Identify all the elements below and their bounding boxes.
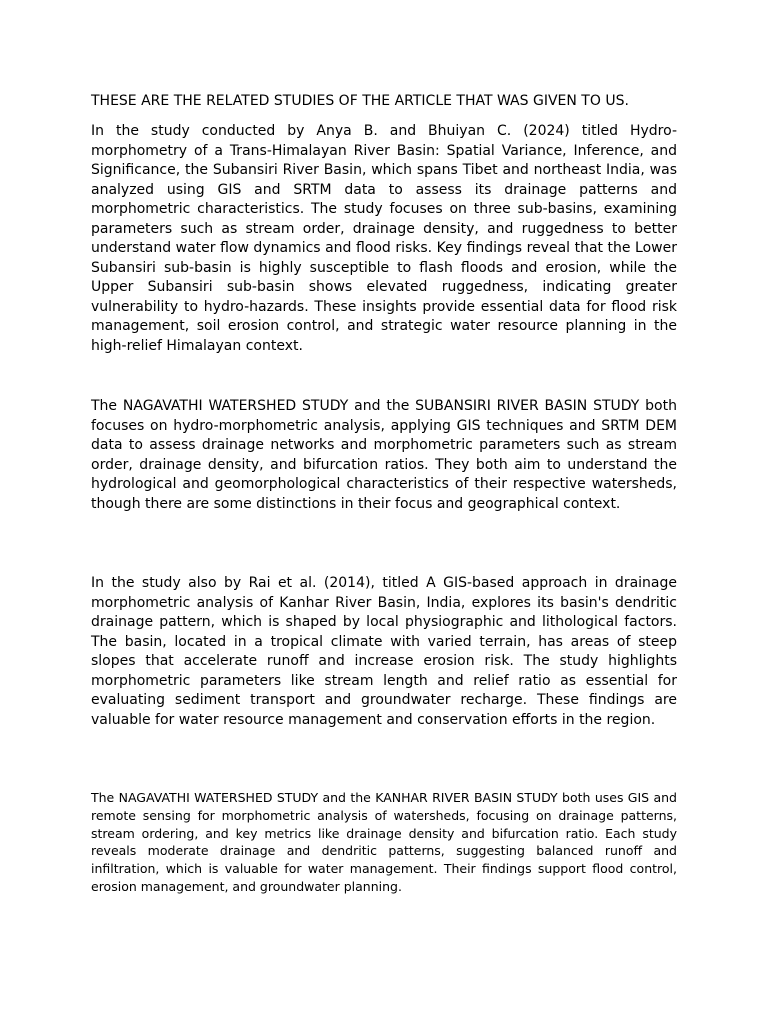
paragraph-subansiri-study: In the study conducted by Anya B. and Bhuiyan C. (2024) titled Hydro-morphometry of a Trans-Himalayan River Basin: Spatial Variance, Inference, and Significance, the Subansiri River Basin, which spans Tibet and northeast India, was analyzed using GIS and SRTM data to assess its drainage patterns and morphometric characteristics. The study focuses on three sub-basins, examining parameters such as stream order, drainage density, and ruggedness to better understand water flow dynamics and flood risks. Key findings reveal that the Lower Subansiri sub-basin is highly susceptible to flash floods and erosion, while the Upper Subansiri sub-basin shows elevated ruggedness, indicating greater vulnerability to hydro-hazards. These insights provide essential data for flood risk management, soil erosion control, and strategic water resource planning in the high-relief Himalayan context. xyxy=(91,123,677,354)
paragraph-kanhar-study: In the study also by Rai et al. (2014), titled A GIS-based approach in drainage morphometric analysis of Kanhar River Basin, India, explores its basin's dendritic drainage pattern, which is shaped by local physiographic and lithological factors. The basin, located in a tropical climate with varied terrain, has areas of steep slopes that accelerate runoff and increase erosion risk. The study highlights morphometric parameters like stream length and relief ratio as essential for evaluating sediment transport and groundwater recharge. These findings are valuable for water resource management and conservation efforts in the region. xyxy=(91,575,677,728)
paragraph-nagavathi-kanhar-comparison: The NAGAVATHI WATERSHED STUDY and the KANHAR RIVER BASIN STUDY both uses GIS and remote sensing for morphometric analysis of watersheds, focusing on drainage patterns, stream ordering, and key metrics like drainage density and bifurcation ratio. Each study reveals moderate drainage and dendritic patterns, suggesting balanced runoff and infiltration, which is valuable for water management. Their findings support flood control, erosion management, and groundwater planning. xyxy=(91,790,677,894)
document-heading: THESE ARE THE RELATED STUDIES OF THE ARTICLE THAT WAS GIVEN TO US. xyxy=(91,93,629,109)
paragraph-nagavathi-subansiri-comparison: The NAGAVATHI WATERSHED STUDY and the SUBANSIRI RIVER BASIN STUDY both focuses on hydro-morphometric analysis, applying GIS techniques and SRTM DEM data to assess drainage networks and morphometric parameters such as stream order, drainage density, and bifurcation ratios. They both aim to understand the hydrological and geomorphological characteristics of their respective watersheds, though there are some distinctions in their focus and geographical context. xyxy=(91,398,677,512)
